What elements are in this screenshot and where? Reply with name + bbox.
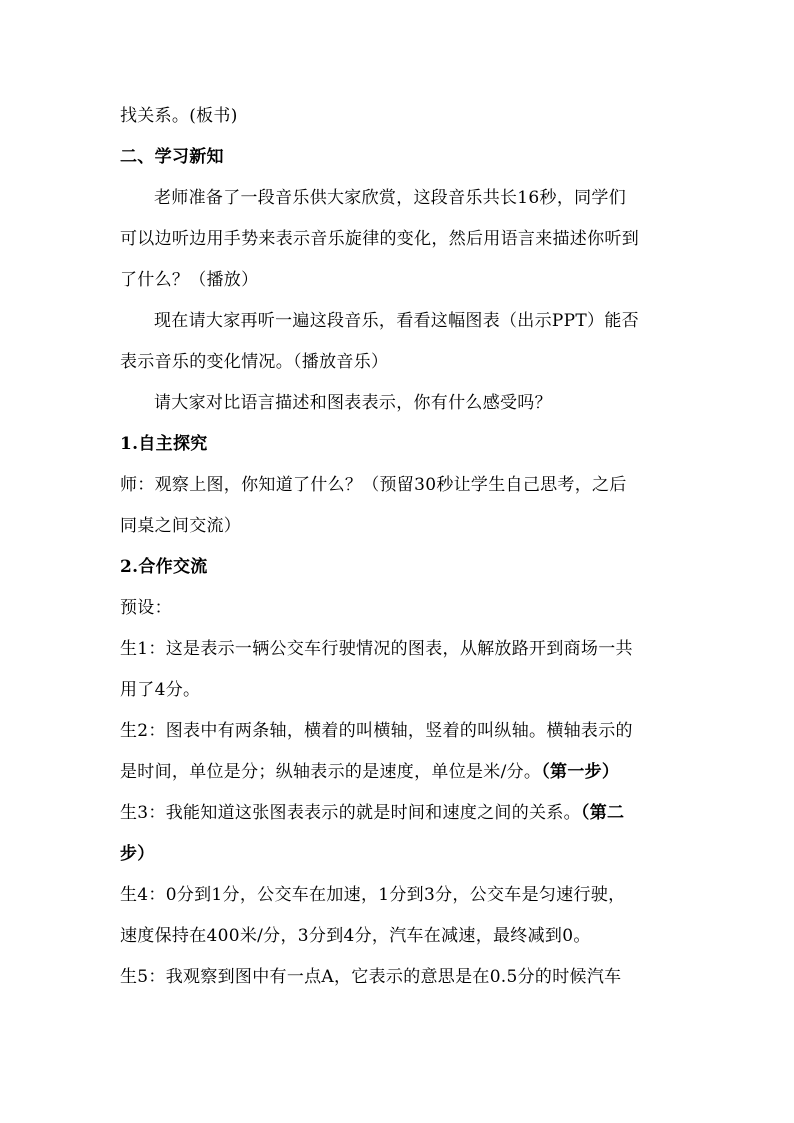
paragraph-line: 预设： [120,598,172,618]
paragraph-line: 用了4分。 [120,680,201,700]
paragraph-line [120,793,680,834]
paragraph-line: 表示音乐的变化情况。（播放音乐） [120,352,389,372]
subsection-heading: 1.自主探究 [120,434,208,454]
paragraph-line: 生1：这是表示一辆公交车行驶情况的图表，从解放路开到商场一共 [120,639,633,659]
paragraph-line: 请大家对比语言描述和图表表示，你有什么感受吗？ [154,393,552,413]
paragraph-line: 老师准备了一段音乐供大家欣赏，这段音乐共长16秒，同学们 [154,188,627,208]
section-heading: 二、学习新知 [120,147,224,167]
step-marker: （第一步） [541,762,620,782]
step-marker-line: 步） [120,844,155,864]
paragraph-line: 生2：图表中有两条轴，横着的叫横轴，竖着的叫纵轴。横轴表示的 [120,721,633,741]
paragraph-line: 同桌之间交流） [120,516,242,536]
subsection-heading: 2.合作交流 [120,557,208,577]
paragraph-line: 速度保持在400米/分，3分到4分，汽车在减速，最终减到0。 [120,926,591,946]
line-text: 生3：我能知道这张图表表示的就是时间和速度之间的关系。 [120,803,581,823]
paragraph-line: 可以边听边用手势来表示音乐旋律的变化，然后用语言来描述你听到 [120,229,639,249]
document-page [120,96,680,998]
text-line: 找关系。(板书) [120,106,238,126]
line-text: 是时间，单位是分；纵轴表示的是速度，单位是米/分。 [120,762,542,782]
paragraph-line: 现在请大家再听一遍这段音乐，看看这幅图表（出示PPT）能否 [154,311,639,331]
paragraph-line: 了什么？（播放） [120,270,259,290]
step-marker: （第二 [580,803,625,823]
paragraph-line [120,752,680,793]
paragraph-line: 师：观察上图，你知道了什么？（预留30秒让学生自己思考，之后 [120,475,627,495]
paragraph-line: 生4：0分到1分，公交车在加速，1分到3分，公交车是匀速行驶， [120,885,626,905]
paragraph-line: 生5：我观察到图中有一点A，它表示的意思是在0.5分的时候汽车 [120,967,622,987]
